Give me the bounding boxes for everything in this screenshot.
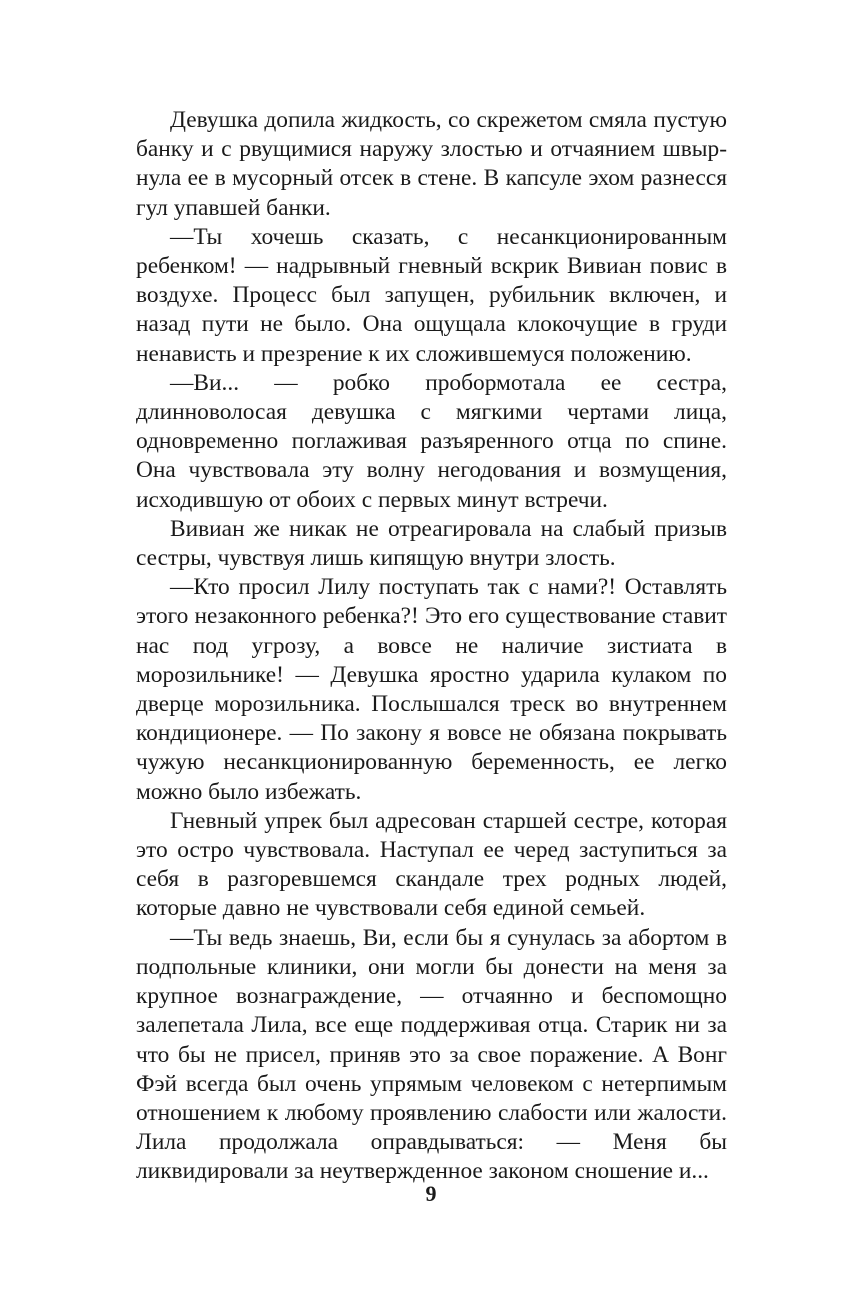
- paragraph-7: —Ты ведь знаешь, Ви, если бы я сунулась за абортом в подпольные клиники, они могли бы донести на меня за крупное вознаграждение, — отчаянно и беспомощно залепетала Лила, все еще поддерживая отца. Старик ни за что бы не присел, приняв это за свое поражение. А Вонг Фэй всегда был очень упрямым человеком с нетерпимым отношением к любому проявлению слабости или жалости. Лила продолжала оправдываться: — Меня бы ликвидировали за неутвержденное законом сношение и...: [136, 924, 727, 1185]
- paragraph-3: —Ви... — робко пробормотала ее сестра, длинноволосая девушка с мягкими чертами лица, одновременно поглаживая разъяренного отца по спине. Она чувствовала эту волну негодования и возмущения, исходившую от обоих с первых минут встречи.: [136, 369, 727, 513]
- paragraph-6: Гневный упрек был адресован старшей сестре, которая это остро чувствовала. Наступал ее черед заступиться за себя в разгоревшемся скандале трех родных людей, которые давно не чувствовали себя единой семьей.: [136, 807, 727, 922]
- paragraph-1: Девушка допила жидкость, со скрежетом смяла пустую банку и с рвущимися наружу злостью и отчаянием швырнула ее в мусорный отсек в стене. В капсуле эхом разнесся гул упавшей банки.: [136, 107, 727, 221]
- paragraph-5: —Кто просил Лилу поступать так с нами?! Оставлять этого незаконного ребенка?! Это его существование ставит нас под угрозу, а вовсе не наличие зистиата в морозильнике! — Девушка яростно ударила кулаком по дверце морозильника. Послышался треск во внутреннем кондиционере. — По закону я вовсе не обязана покрывать чужую несанкционированную беременность, ее легко можно было избежать.: [136, 574, 727, 805]
- paragraph-2: —Ты хочешь сказать, с несанкционированным ребенком! — надрывный гневный вскрик Вивиан повис в воздухе. Процесс был запущен, рубильник включен, и назад пути не было. Она ощущала клокочущие в груди ненависть и презрение к их сложившемуся положению.: [136, 223, 727, 367]
- paragraph-4: Вивиан же никак не отреагировала на слабый призыв сестры, чувствуя лишь кипящую внутри злость.: [136, 515, 727, 572]
- body-text: [136, 106, 727, 1187]
- page-number: 9: [425, 1181, 437, 1206]
